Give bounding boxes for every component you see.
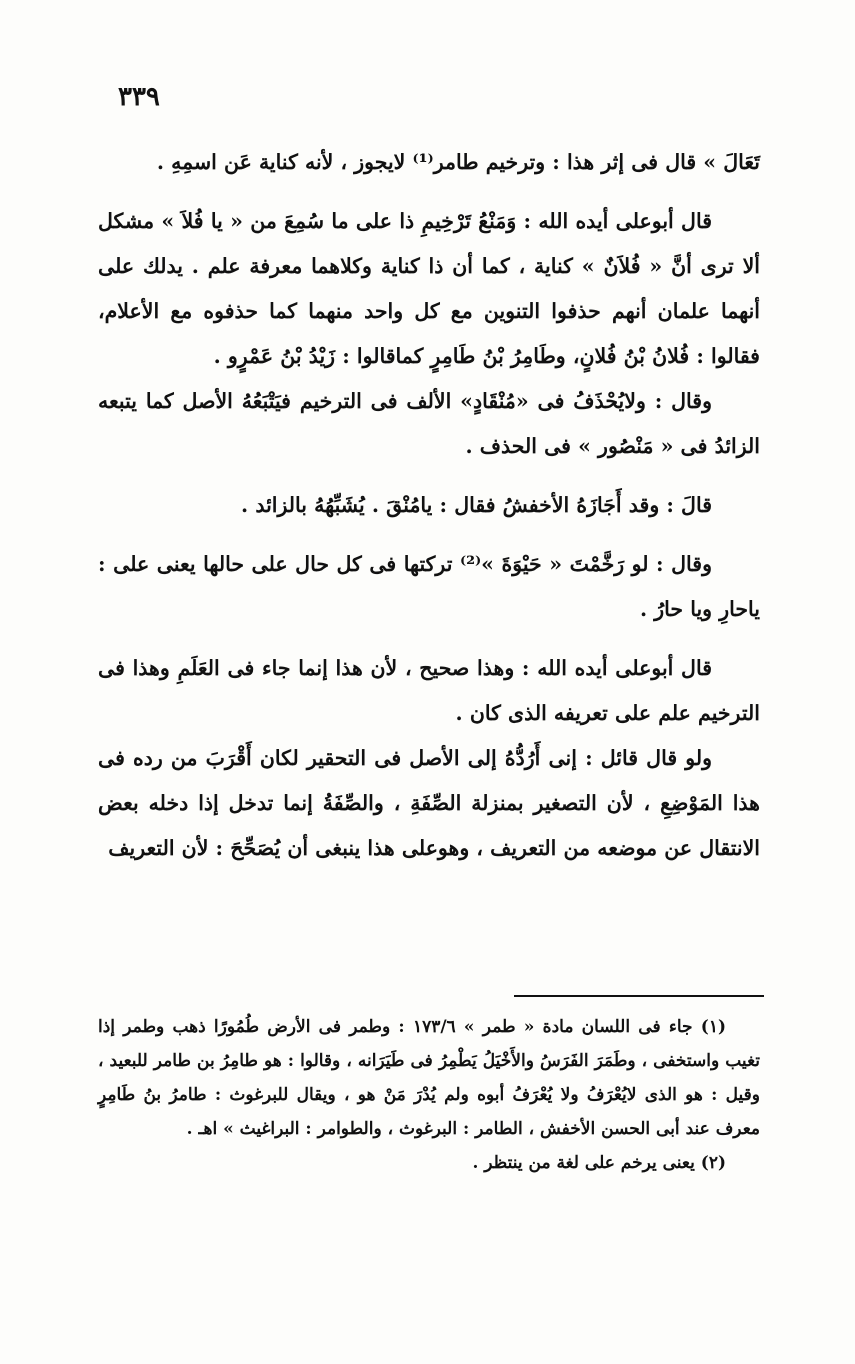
footnotes: [98, 1010, 760, 1180]
paragraph: قال أبوعلى أيده الله : وهذا صحيح ، لأن هذا إنما جاء فى العَلَمِ وهذا فى الترخيم علم على تعريفه الذى كان .: [98, 656, 760, 725]
footnote-separator: [514, 995, 764, 997]
paragraph: وقال : ولايُحْذَفُ فى «مُنْقَادٍ» الألف فى الترخيم فيَتْبَعُهُ الأصل كما يتبعه الزائدُ فى « مَنْصُور » فى الحذف .: [98, 389, 760, 458]
paragraph: قال أبوعلى أيده الله : وَمَنْعُ تَرْخِيمِ ذا على ما سُمِعَ من « يا فُلاَ » مشكل ألا ترى أنَّ « فُلاَنٌ » كناية ، كما أن ذا كناية وكلاهما معرفة علم . يدلك على أنهما علمان أنهم حذفوا التنوين مع كل واحد منهما كما حذفوه مع الأعلام، فقالوا : فُلانُ بْنُ فُلانٍ، وطَامِرُ بْنُ طَامِرٍ كماقالوا : زَيْدُ بْنُ عَمْرٍو .: [98, 209, 760, 368]
page-number: ٣٣٩: [118, 82, 160, 112]
footnote: (٢) يعنى يرخم على لغة من ينتظر .: [472, 1153, 726, 1173]
footnote: (١) جاء فى اللسان مادة « طمر » ١٧٣/٦ : وطمر فى الأرض طُمُورًا ذهب وطمر إذا تغيب واستخفى ، وطَمَرَ الفَرَسُ والأَخْيَلُ يَطْمِرُ فى طَيَرَانه ، وقالوا : هو طامِرُ بن طامر للبعيد ، وقيل : هو الذى لايُعْرَفُ ولا يُعْرَفُ أبوه ولم يُدْرَ مَنْ هو ، ويقال للبرغوث : طامرُ بنُ طَامِرٍ معرف عند أبى الحسن الأخفش ، الطامر : البرغوث ، والطوامر : البراغيث » اهـ .: [98, 1017, 760, 1139]
paragraph: تَعَالَ » قال فى إثر هذا : وترخيم طامر⁽¹⁾ لايجوز ، لأنه كناية عَن اسمِهِ .: [156, 150, 760, 174]
main-text: [98, 140, 760, 871]
paragraph: قالَ : وقد أَجَازَهُ الأخفشُ فقال : يامُنْقَ . يُشَبِّهُهُ بالزائد .: [241, 493, 712, 517]
paragraph: وقال : لو رَخَّمْتَ « حَيْوَةَ »⁽²⁾ تركتها فى كل حال على حالها يعنى على : ياحارِ ويا حارُ .: [98, 552, 760, 621]
paragraph: ولو قال قائل : إنى أَرُدُّهُ إلى الأصل فى التحقير لكان أَقْرَبَ من رده فى هذا المَوْضِعِ ، لأن التصغير بمنزلة الصِّفَةِ ، والصِّفَةُ إنما تدخل إذا دخله بعض الانتقال عن موضعه من التعريف ، وهوعلى هذا ينبغى أن يُصَحِّحَ : لأن التعريف: [98, 746, 760, 860]
